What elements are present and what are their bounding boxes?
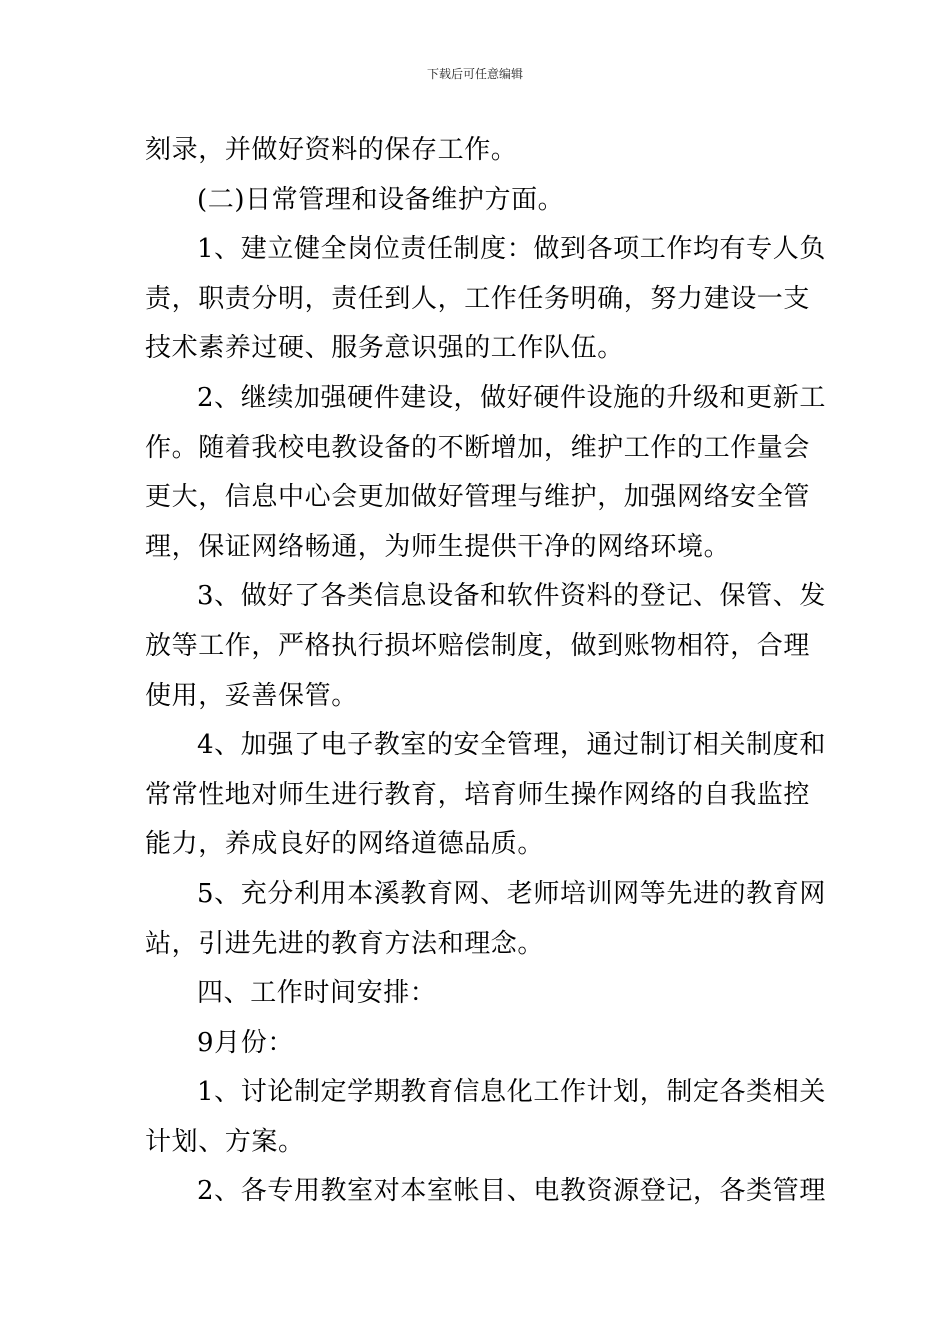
text-line: 更大，信息中心会更加做好管理与维护，加强网络安全管 xyxy=(145,482,811,513)
text-line: 2、各专用教室对本室帐目、电教资源登记，各类管理 xyxy=(197,1176,826,1207)
month-heading: 9月份： xyxy=(197,1027,294,1058)
text-line: 2、继续加强硬件建设，做好硬件设施的升级和更新工 xyxy=(197,382,826,413)
section-heading: 四、工作时间安排： xyxy=(197,978,437,1009)
text-line: 刻录，并做好资料的保存工作。 xyxy=(145,135,518,165)
text-line: 理，保证网络畅通，为师生提供干净的网络环境。 xyxy=(145,531,731,562)
text-line: 计划、方案。 xyxy=(145,1126,305,1157)
page-header-note: 下载后可任意编辑 xyxy=(426,67,523,81)
text-line: 放等工作，严格执行损坏赔偿制度，做到账物相符，合理 xyxy=(145,630,811,661)
document-body xyxy=(145,126,826,1217)
text-line: 4、加强了电子教室的安全管理，通过制订相关制度和 xyxy=(197,730,826,761)
text-line: 作。随着我校电教设备的不断增加，维护工作的工作量会 xyxy=(145,432,811,463)
text-line: 能力，养成良好的网络道德品质。 xyxy=(145,829,545,860)
text-line: 1、讨论制定学期教育信息化工作计划，制定各类相关 xyxy=(197,1077,826,1108)
text-line: 5、充分利用本溪教育网、老师培训网等先进的教育网 xyxy=(197,878,826,909)
text-line: 技术素养过硬、服务意识强的工作队伍。 xyxy=(145,333,624,364)
text-line: 1、建立健全岗位责任制度：做到各项工作均有专人负 xyxy=(197,234,826,265)
text-line: 常常性地对师生进行教育，培育师生操作网络的自我监控 xyxy=(145,779,811,810)
text-line: 责，职责分明，责任到人，工作任务明确，努力建设一支 xyxy=(145,283,811,314)
text-line: 使用，妥善保管。 xyxy=(145,680,358,711)
text-line: 站，引进先进的教育方法和理念。 xyxy=(145,928,545,959)
section-heading: (二)日常管理和设备维护方面。 xyxy=(197,184,565,215)
text-line: 3、做好了各类信息设备和软件资料的登记、保管、发 xyxy=(197,581,826,612)
